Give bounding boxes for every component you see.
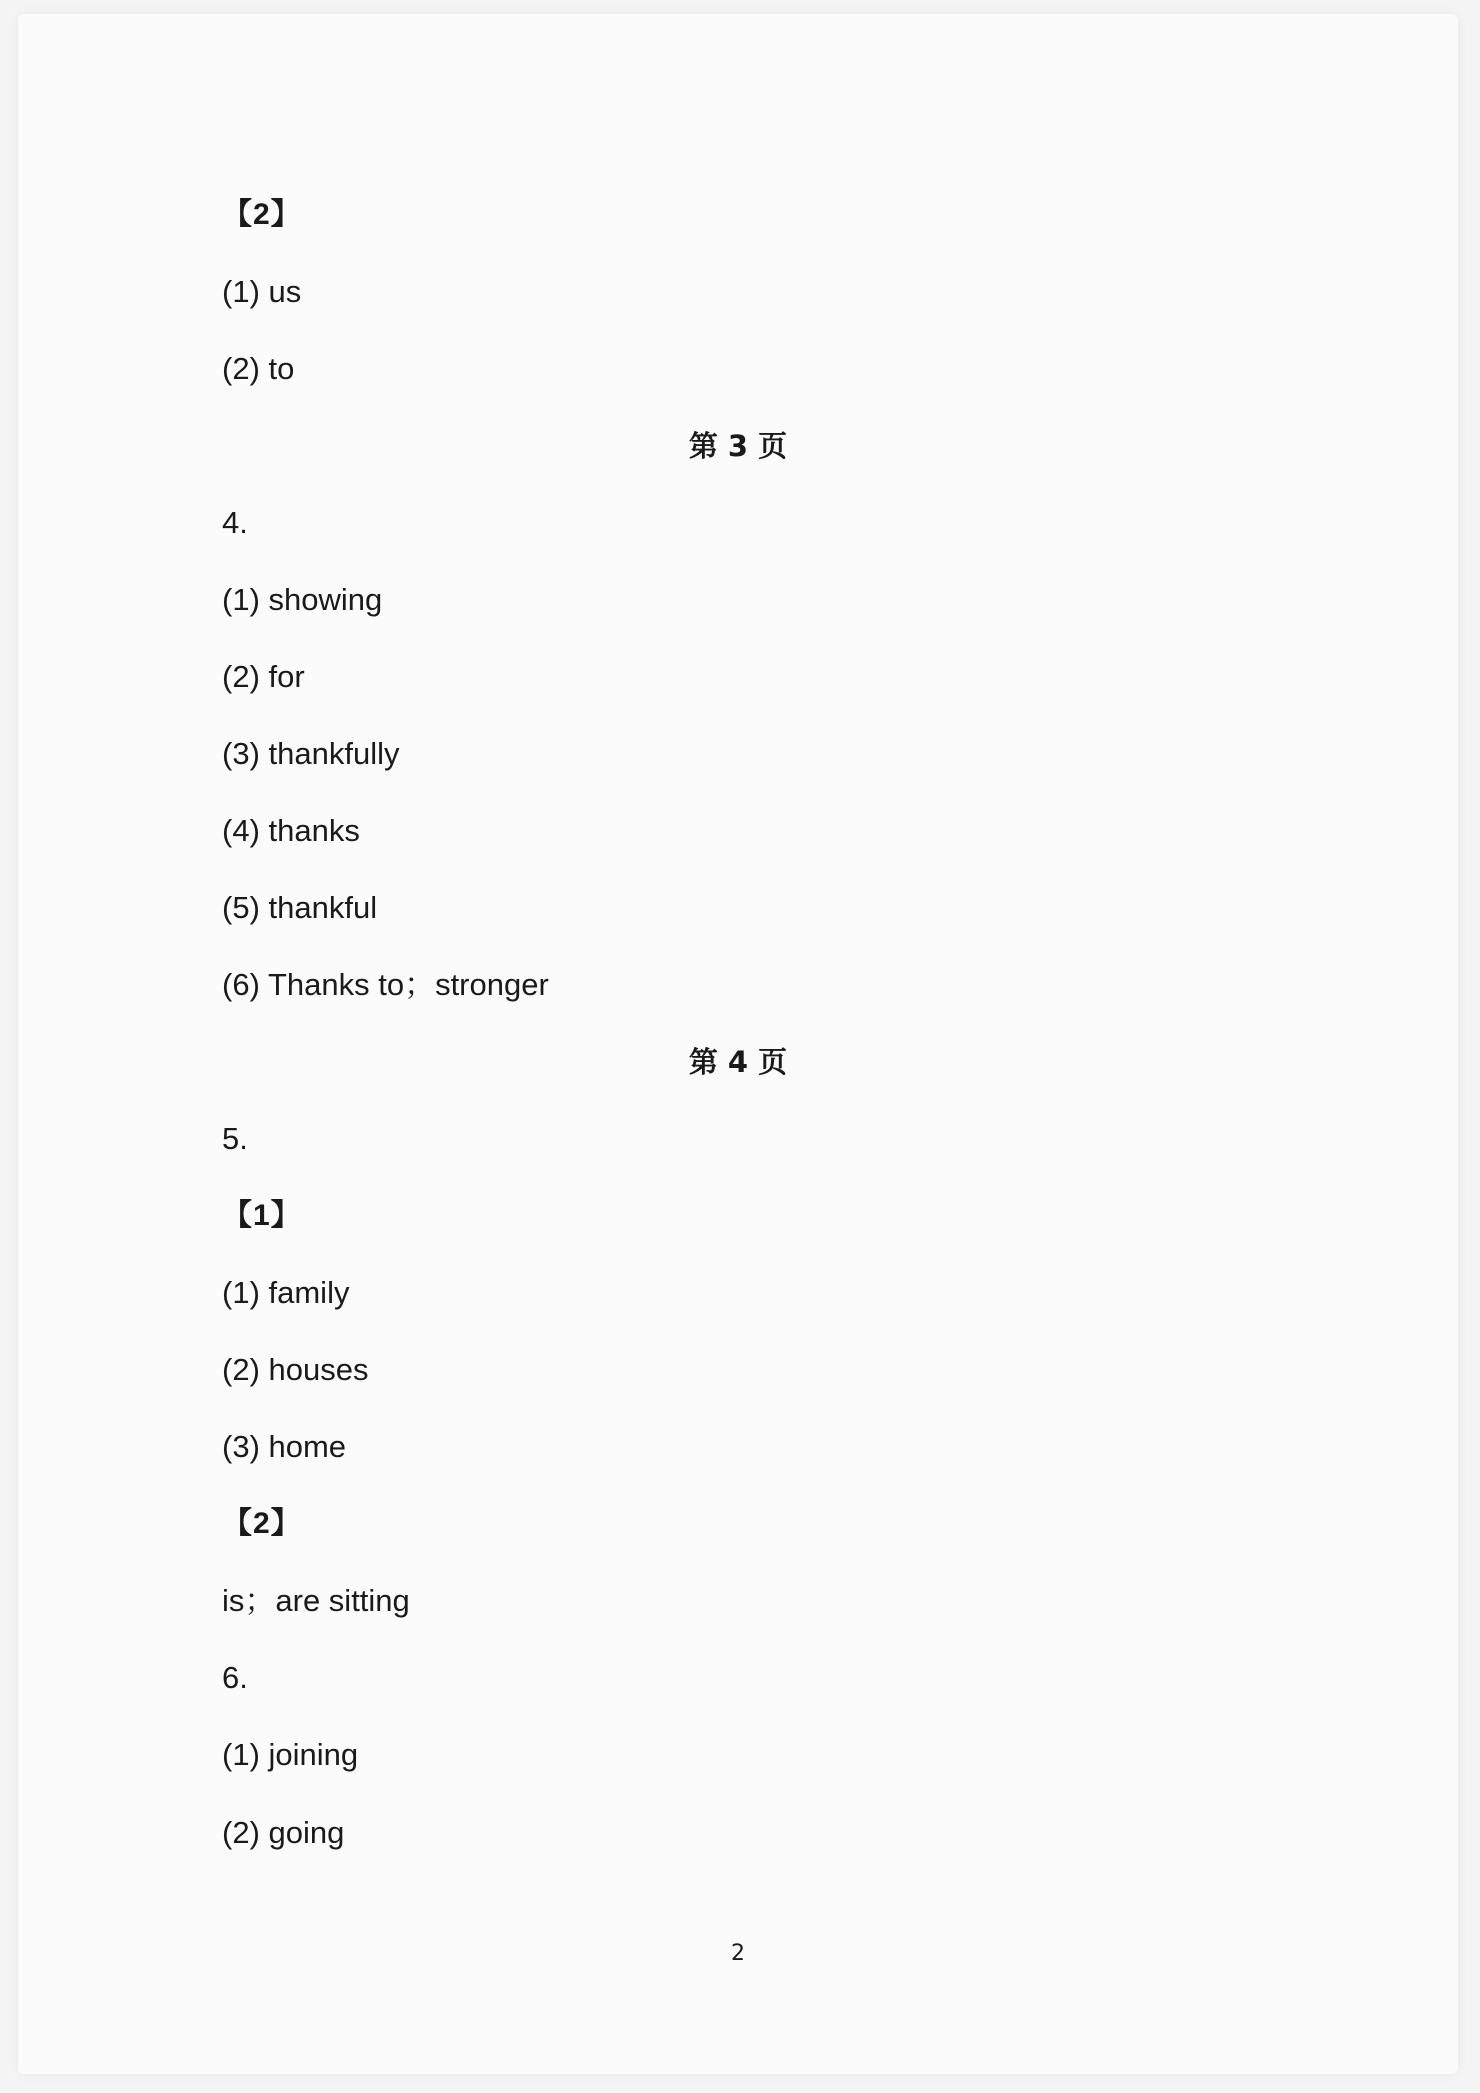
answer-line: (1) family [222, 1275, 350, 1310]
answer-line: (1) joining [222, 1737, 359, 1772]
answer-line: (3) home [222, 1429, 347, 1464]
answer-line: (1) showing [222, 582, 383, 617]
answer-line: (2) houses [222, 1352, 369, 1387]
question-number: 6. [222, 1660, 248, 1695]
section-marker: 【2】 [222, 1507, 302, 1540]
document-page [18, 14, 1458, 2074]
question-number: 5. [222, 1121, 248, 1156]
answer-line: (2) going [222, 1815, 345, 1850]
answer-line: (4) thanks [222, 813, 360, 848]
section-marker: 【1】 [222, 1199, 302, 1232]
section-marker: 【2】 [222, 198, 302, 231]
answer-line: (5) thankful [222, 890, 378, 925]
answer-line: (1) us [222, 274, 302, 309]
page-heading: 第 4 页 [688, 1045, 788, 1079]
answer-line: (3) thankfully [222, 736, 400, 771]
answer-line: (6) Thanks to；stronger [222, 967, 549, 1002]
answer-line: (2) to [222, 351, 295, 386]
answer-line: is；are sitting [222, 1583, 410, 1618]
question-number: 4. [222, 505, 248, 540]
page-number: 2 [731, 1941, 745, 1966]
answer-line: (2) for [222, 659, 305, 694]
page-heading: 第 3 页 [688, 429, 788, 463]
